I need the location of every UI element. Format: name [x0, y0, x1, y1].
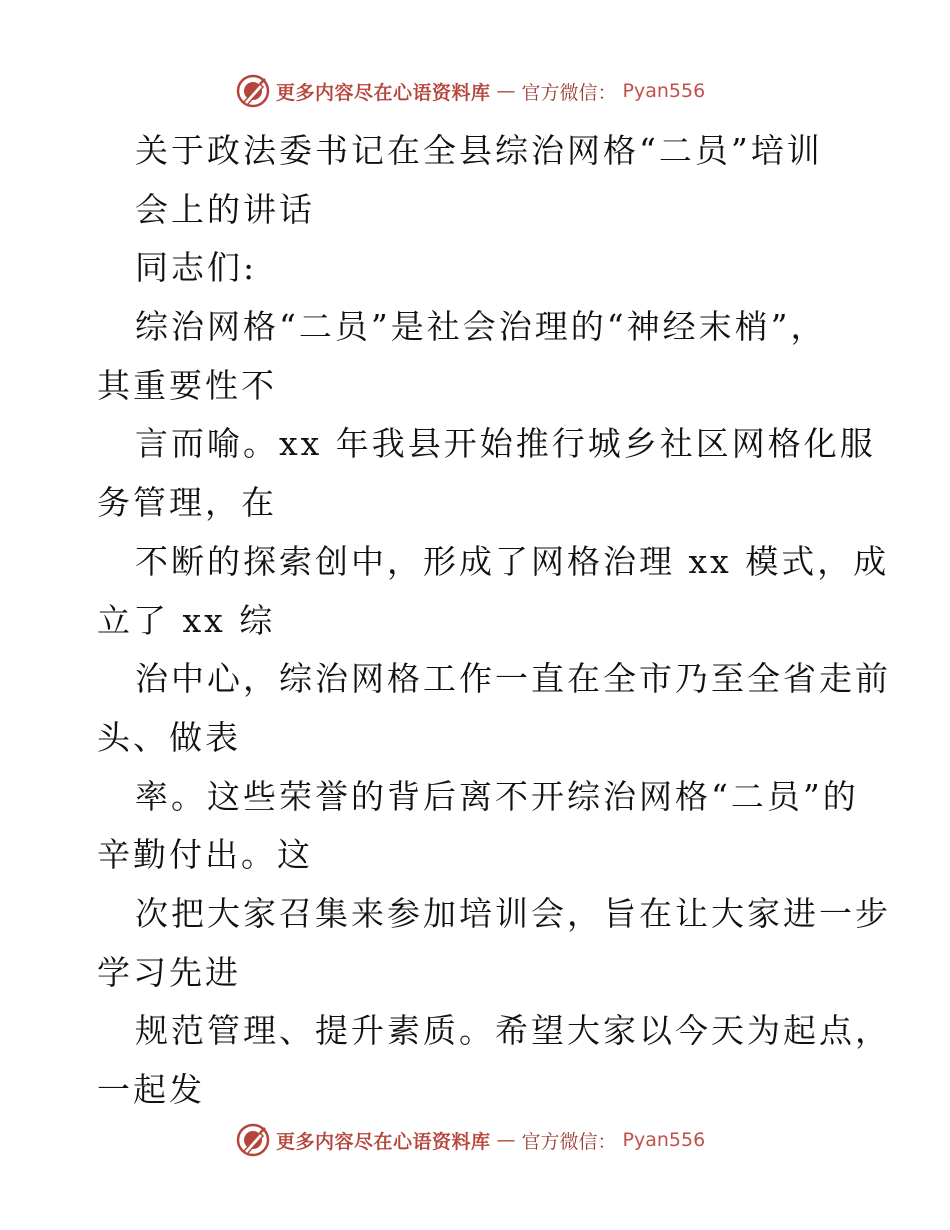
text-line: 其重要性不: [97, 365, 277, 405]
pen-logo-icon: [236, 74, 270, 108]
text-line: 关于政法委书记在全县综治网格“二员”培训: [135, 131, 823, 170]
text-line: 务管理，在: [97, 483, 277, 523]
text-line: 立了 xx 综: [97, 600, 276, 640]
text-line: 治中心，综治网格工作一直在全市乃至全省走前: [135, 659, 891, 699]
banner-wechat-handle: Pyan556: [622, 1129, 706, 1151]
text-line: 学习先进: [97, 952, 241, 992]
text-line: 不断的探索创中，形成了网格治理 xx 模式，成: [135, 541, 890, 581]
text-line: 辛勤付出。这: [97, 835, 313, 875]
banner-dash: —: [496, 80, 516, 102]
text-line: 一起发: [97, 1070, 205, 1109]
pen-logo-icon: [236, 1123, 270, 1157]
text-line: 会上的讲话: [135, 189, 315, 229]
text-line: 同志们:: [135, 248, 258, 288]
banner-text: 更多内容尽在心语资料库: [276, 1130, 491, 1153]
text-line: 综治网格“二员”是社会治理的“神经末梢”，: [135, 307, 827, 347]
document-body: [97, 122, 891, 1120]
footer-watermark-banner: [236, 1120, 705, 1160]
banner-dash: —: [496, 1129, 516, 1151]
text-line: 头、做表: [97, 717, 241, 757]
banner-text: 更多内容尽在心语资料库: [276, 81, 491, 104]
text-line: 次把大家召集来参加培训会，旨在让大家进一步: [135, 893, 891, 933]
header-watermark-banner: [236, 71, 705, 111]
text-line: 言而喻。xx 年我县开始推行城乡社区网格化服: [135, 424, 876, 464]
banner-wechat-handle: Pyan556: [622, 80, 706, 102]
text-line: 率。这些荣誉的背后离不开综治网格“二员”的: [135, 776, 859, 816]
banner-wechat-label: 官方微信：: [521, 1130, 617, 1153]
banner-wechat-label: 官方微信：: [521, 81, 617, 104]
text-line: 规范管理、提升素质。希望大家以今天为起点，: [135, 1011, 891, 1051]
